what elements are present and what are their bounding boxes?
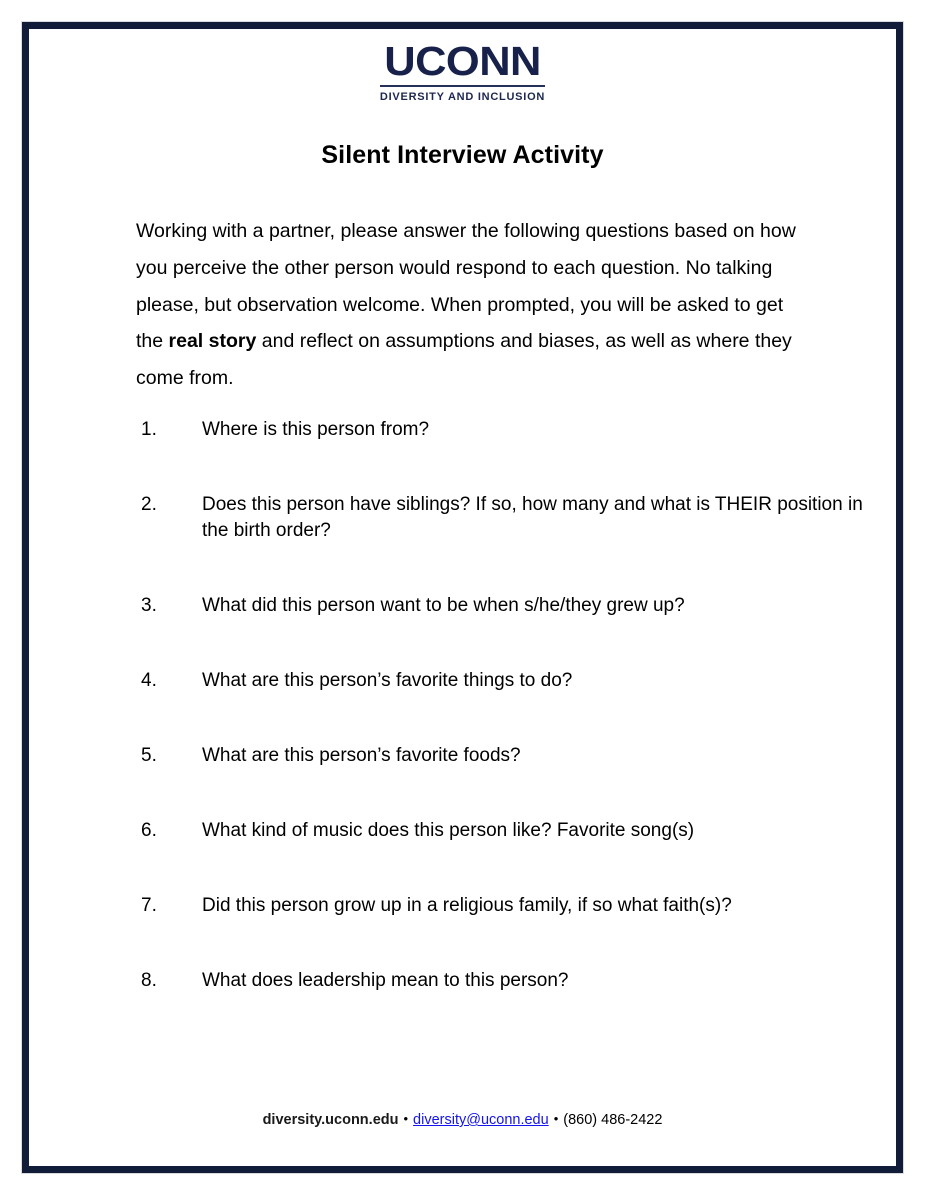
question-item [141, 893, 866, 919]
logo-subtitle: DIVERSITY AND INCLUSION [379, 91, 546, 104]
footer-phone: (860) 486-2422 [563, 1112, 663, 1128]
question-number: 1. [141, 419, 157, 441]
intro-emphasis-real-story: real story [168, 330, 257, 353]
question-number: 3. [141, 595, 157, 617]
uconn-wordmark: UCONN [384, 38, 541, 84]
question-text: Where is this person from? [202, 419, 430, 441]
question-item [141, 818, 866, 844]
question-item [141, 593, 866, 619]
page-content [29, 29, 896, 1166]
footer-contact-line [29, 1109, 896, 1130]
intro-paragraph [29, 170, 896, 396]
footer-separator-bullet: • [553, 1111, 559, 1126]
page-title: Silent Interview Activity [321, 141, 604, 170]
question-item [141, 668, 866, 694]
footer-separator-bullet: • [403, 1111, 409, 1126]
question-number: 8. [141, 970, 157, 992]
question-number: 4. [141, 670, 157, 692]
question-text: Did this person grow up in a religious family, if so what faith(s)? [202, 895, 732, 917]
question-text: What are this person’s favorite things to do? [202, 670, 573, 692]
question-text: What kind of music does this person like? Favorite song(s) [202, 820, 695, 842]
footer-email-link[interactable]: diversity@uconn.edu [413, 1112, 549, 1128]
question-number: 5. [141, 745, 157, 767]
question-item [141, 492, 866, 544]
intro-text-part2: and reflect on assumptions and biases, as well as where they come from. [136, 330, 792, 389]
question-number: 7. [141, 895, 157, 917]
question-list [29, 396, 896, 994]
question-item [141, 417, 866, 443]
uconn-diversity-logo [29, 29, 896, 105]
question-item [141, 968, 866, 994]
intro-text-part1: Working with a partner, please answer the following questions based on how you perceive the other person would respond to each question. No talking please, but observation welcome. When prompted, you will be asked to get the [136, 220, 796, 353]
question-number: 6. [141, 820, 157, 842]
question-number: 2. [141, 494, 157, 516]
footer-website: diversity.uconn.edu [262, 1112, 399, 1128]
logo-inner [379, 38, 546, 104]
question-text: What does leadership mean to this person? [202, 970, 569, 992]
question-text: Does this person have siblings? If so, how many and what is THEIR position in the birth order? [202, 494, 863, 542]
logo-divider-rule [380, 85, 545, 87]
question-item [141, 743, 866, 769]
question-text: What did this person want to be when s/he/they grew up? [202, 595, 685, 617]
question-text: What are this person’s favorite foods? [202, 745, 521, 767]
